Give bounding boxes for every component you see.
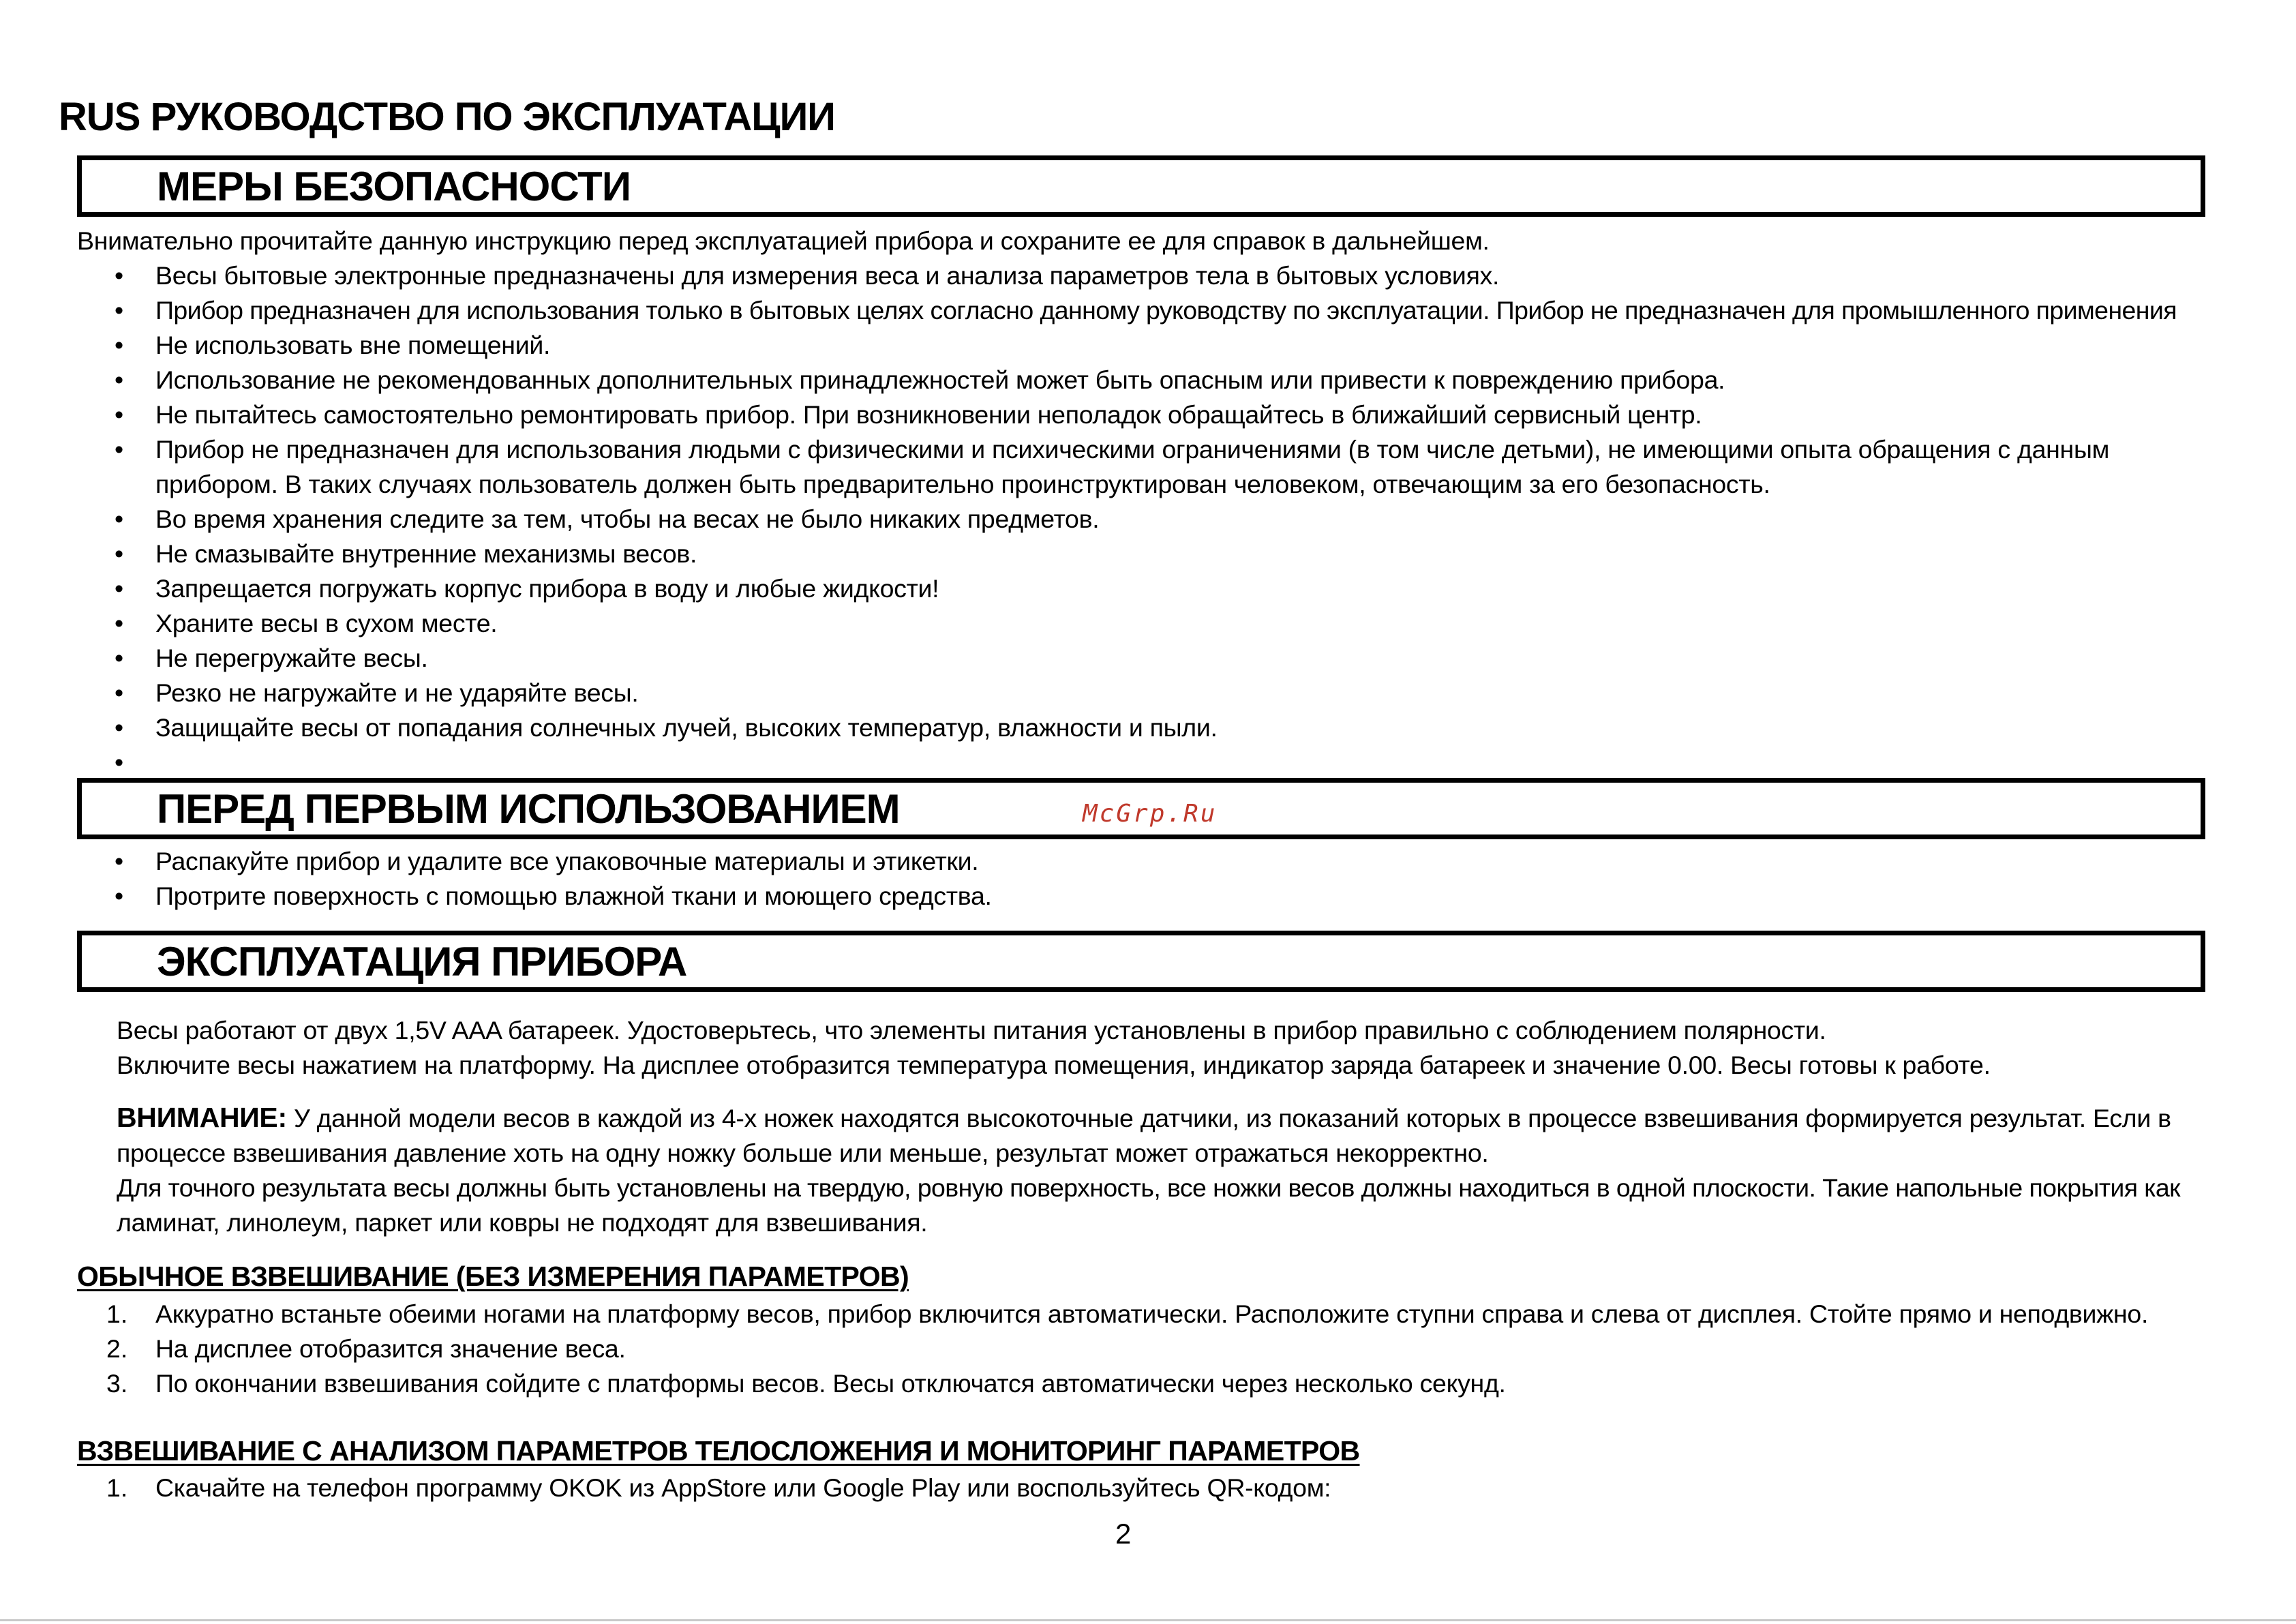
list-item: Прибор не предназначен для использования людьми с физическими и психическими ограничениями (в том числе детьми), не имеющими опыта обращения с данным — [155, 435, 2110, 464]
bullet-icon: • — [115, 539, 124, 568]
bullet-icon: • — [115, 748, 124, 777]
list-item: Не перегружайте весы. — [155, 644, 428, 672]
analysis-weighing-heading: ВЗВЕШИВАНИЕ С АНАЛИЗОМ ПАРАМЕТРОВ ТЕЛОСЛОЖЕНИЯ И МОНИТОРИНГ ПАРАМЕТРОВ — [77, 1435, 1360, 1467]
list-item: Распакуйте прибор и удалите все упаковочные материалы и этикетки. — [155, 847, 979, 875]
bullet-icon: • — [115, 713, 124, 742]
list-item: Защищайте весы от попадания солнечных лучей, высоких температур, влажности и пыли. — [155, 713, 1218, 742]
bullet-icon: • — [115, 261, 124, 290]
page-number: 2 — [1115, 1518, 1132, 1550]
document-title: RUS РУКОВОДСТВО ПО ЭКСПЛУАТАЦИИ — [59, 95, 835, 139]
warning-text: У данной модели весов в каждой из 4-х ножек находятся высокоточные датчики, из показаний которых в процессе взвешивания формируется результат. Если в — [286, 1104, 2171, 1132]
list-item: Храните весы в сухом месте. — [155, 609, 498, 637]
list-item: Не пытайтесь самостоятельно ремонтировать прибор. При возникновении неполадок обращайтесь в ближайший сервисный центр. — [155, 400, 1702, 429]
list-item: Прибор предназначен для использования только в бытовых целях согласно данному руководству по эксплуатации. Прибор не предназначен для промышленного применения — [155, 296, 2177, 325]
bullet-icon: • — [115, 505, 124, 533]
surface-paragraph-continuation: ламинат, линолеум, паркет или ковры не подходят для взвешивания. — [117, 1208, 928, 1237]
bullet-icon: • — [115, 644, 124, 672]
safety-intro: Внимательно прочитайте данную инструкцию перед эксплуатацией прибора и сохраните ее для справок в дальнейшем. — [77, 226, 1490, 255]
page-bottom-edge — [0, 1619, 2296, 1621]
list-item-continuation: прибором. В таких случаях пользователь должен быть предварительно проинструктирован человеком, отвечающим за его безопасность. — [155, 470, 1770, 498]
bullet-icon: • — [115, 678, 124, 707]
battery-paragraph: Весы работают от двух 1,5V AAA батареек. Удостоверьтесь, что элементы питания установлены в прибор правильно с соблюдением полярности. — [117, 1016, 1826, 1044]
list-item: Резко не нагружайте и не ударяйте весы. — [155, 678, 639, 707]
warning-label: ВНИМАНИЕ: — [117, 1102, 287, 1133]
step-number: 1. — [106, 1473, 128, 1502]
warning-paragraph — [117, 1100, 2171, 1135]
safety-heading: МЕРЫ БЕЗОПАСНОСТИ — [157, 164, 631, 209]
step-text: На дисплее отобразится значение веса. — [155, 1334, 626, 1363]
step-number: 3. — [106, 1369, 128, 1398]
operation-section-header — [77, 931, 2205, 992]
watermark: McGrp.Ru — [1083, 800, 1218, 828]
normal-weighing-heading: ОБЫЧНОЕ ВЗВЕШИВАНИЕ (БЕЗ ИЗМЕРЕНИЯ ПАРАМЕТРОВ) — [77, 1261, 909, 1292]
bullet-icon: • — [115, 400, 124, 429]
warning-paragraph-continuation: процессе взвешивания давление хоть на одну ножку больше или меньше, результат может отражаться некорректно. — [117, 1139, 1489, 1167]
step-text: Скачайте на телефон программу OKOK из AppStore или Google Play или воспользуйтесь QR-кодом: — [155, 1473, 1331, 1502]
surface-paragraph: Для точного результата весы должны быть установлены на твердую, ровную поверхность, все ножки весов должны находиться в одной плоскости. Такие напольные покрытия как — [117, 1173, 2180, 1202]
list-item: Использование не рекомендованных дополнительных принадлежностей может быть опасным или привести к повреждению прибора. — [155, 365, 1725, 394]
list-item: Не смазывайте внутренние механизмы весов. — [155, 539, 697, 568]
step-number: 2. — [106, 1334, 128, 1363]
bullet-icon: • — [115, 882, 124, 910]
list-item: Запрещается погружать корпус прибора в воду и любые жидкости! — [155, 574, 939, 603]
list-item: Не использовать вне помещений. — [155, 331, 551, 359]
operation-heading: ЭКСПЛУАТАЦИЯ ПРИБОРА — [157, 939, 687, 984]
safety-section-header — [77, 155, 2205, 217]
bullet-icon: • — [115, 609, 124, 637]
bullet-icon: • — [115, 435, 124, 464]
power-on-paragraph: Включите весы нажатием на платформу. На дисплее отобразится температура помещения, индикатор заряда батареек и значение 0.00. Весы готовы к работе. — [117, 1051, 1991, 1079]
bullet-icon: • — [115, 574, 124, 603]
list-item: Протрите поверхность с помощью влажной ткани и моющего средства. — [155, 882, 992, 910]
list-item: Во время хранения следите за тем, чтобы на весах не было никаких предметов. — [155, 505, 1100, 533]
before-use-heading: ПЕРЕД ПЕРВЫМ ИСПОЛЬЗОВАНИЕМ — [157, 786, 900, 832]
bullet-icon: • — [115, 296, 124, 325]
step-text: Аккуратно встаньте обеими ногами на платформу весов, прибор включится автоматически. Расположите ступни справа и слева от дисплея. Стойте прямо и неподвижно. — [155, 1299, 2149, 1328]
bullet-icon: • — [115, 365, 124, 394]
step-number: 1. — [106, 1299, 128, 1328]
step-text: По окончании взвешивания сойдите с платформы весов. Весы отключатся автоматически через несколько секунд. — [155, 1369, 1506, 1398]
bullet-icon: • — [115, 331, 124, 359]
list-item: Весы бытовые электронные предназначены для измерения веса и анализа параметров тела в бытовых условиях. — [155, 261, 1500, 290]
bullet-icon: • — [115, 847, 124, 875]
